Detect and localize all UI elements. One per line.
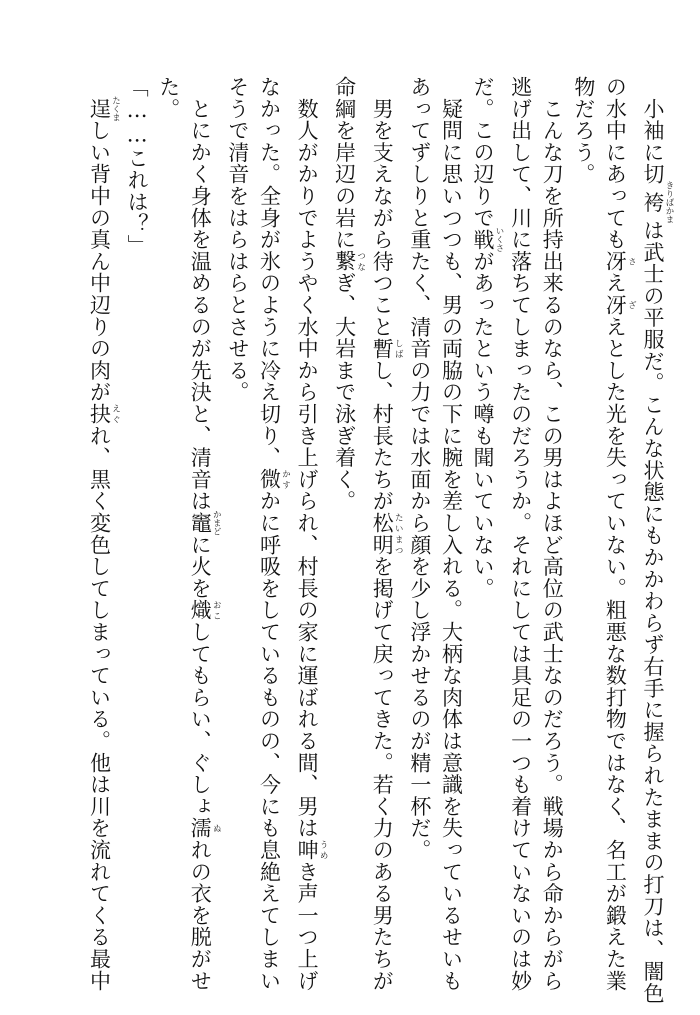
- text-run: なかった。全身が氷のように冷え切り、: [257, 76, 282, 469]
- text-column: [536, 76, 568, 992]
- text-column: [599, 76, 637, 992]
- ruby-base: 戦: [471, 226, 496, 253]
- text-column: [83, 76, 121, 992]
- text-run: 「……これは？」: [125, 76, 150, 257]
- text-column: [504, 76, 536, 992]
- text-run: れ、黒く変色してしまっている。他は川を流れてくる最中: [87, 424, 112, 992]
- ruby-reading: おこ: [211, 599, 222, 622]
- ruby-base: 冴: [603, 294, 628, 316]
- ruby-reading: しば: [393, 337, 404, 360]
- text-run: 男を支えながら待つこと: [370, 76, 395, 338]
- ruby-reading: さ: [626, 250, 637, 273]
- ruby-base: 濡: [188, 817, 213, 840]
- ruby-base: 逞: [87, 95, 112, 122]
- ruby-reading: かまど: [211, 510, 222, 536]
- text-run: があったという噂も聞いていない。: [471, 250, 496, 600]
- text-run: かに呼吸をしているものの、今にも息絶えてしまい: [257, 490, 282, 992]
- text-column: [152, 76, 184, 976]
- ruby-annotation: [188, 817, 222, 840]
- text-column: [253, 76, 291, 992]
- ruby-annotation: [87, 95, 121, 122]
- text-column: [184, 76, 222, 992]
- text-run: に火を: [188, 533, 213, 600]
- text-run: 疑問に思いつつも、男の両脇の下に腕を差し入れる。大柄な肉体は意識を失っているせいも: [439, 76, 464, 992]
- ruby-annotation: [87, 403, 121, 425]
- ruby-base: 呻: [295, 839, 320, 861]
- ruby-reading: えぐ: [110, 403, 121, 425]
- text-column: [403, 76, 435, 976]
- ruby-base: 繋: [332, 250, 357, 273]
- ruby-reading: たいまつ: [393, 512, 404, 556]
- text-run: [88, 76, 112, 98]
- text-run: 物だろう。: [571, 76, 596, 185]
- text-run: ぎ、大岩まで泳ぎ着く。: [332, 272, 357, 513]
- text-run: を掲げて戻ってきた。若く力のある男たちが: [370, 555, 395, 992]
- text-run: き声一つ上げ: [295, 860, 320, 992]
- text-column: [121, 76, 153, 976]
- ruby-reading: かす: [280, 468, 291, 491]
- text-run: し、村長たちが: [370, 359, 395, 513]
- text-run: だ。この辺りで: [471, 76, 496, 229]
- text-run: 数人がかりでようやく水中から引き上げられ、村長の家に運ばれる間、男は: [295, 76, 320, 839]
- text-column: [466, 76, 504, 976]
- ruby-reading: うめ: [318, 839, 329, 861]
- vertical-text-body: [83, 76, 674, 1005]
- ruby-annotation: [603, 250, 637, 273]
- text-column: [366, 76, 404, 992]
- ruby-annotation: [188, 510, 222, 536]
- text-column: [567, 76, 599, 976]
- ruby-base: 松明: [370, 512, 395, 556]
- ruby-reading: きりばかま: [664, 181, 674, 224]
- text-run: とにかく身体を温めるのが先決と、清音は: [188, 76, 213, 512]
- ruby-reading: たくま: [110, 95, 121, 122]
- ruby-annotation: [641, 181, 674, 224]
- ruby-reading: いくさ: [494, 226, 505, 253]
- text-run: 命綱を岸辺の岩に: [332, 76, 357, 251]
- text-column: [221, 76, 253, 976]
- text-run: の水中にあっても: [603, 76, 628, 251]
- text-run: え: [603, 272, 628, 295]
- ruby-base: 暫: [370, 337, 395, 360]
- text-run: あってずしりと重たく、清音の力では水面から顔を少し浮かせるのが精一杯だ。: [407, 76, 432, 861]
- ruby-annotation: [370, 512, 404, 556]
- text-run: れの衣を脱がせ: [188, 839, 213, 992]
- ruby-base: 微: [257, 468, 282, 491]
- text-run: 小袖に切: [641, 76, 665, 185]
- ruby-annotation: [188, 599, 222, 622]
- ruby-base: 冴: [603, 250, 628, 273]
- text-run: しい背中の真ん中辺りの肉が: [87, 119, 112, 404]
- ruby-base: 竈: [188, 510, 213, 536]
- text-run: こんな刀を所持出来るのなら、この男はよほど高位の武士なのだろう。戦場から命からがら: [540, 76, 565, 992]
- ruby-reading: つな: [355, 250, 366, 273]
- ruby-annotation: [295, 839, 329, 861]
- text-run: た。: [156, 76, 181, 120]
- text-run: 逃げ出して、川に落ちてしまったのだろうか。それにしては具足の一つも着けていないのは妙: [508, 76, 533, 992]
- ruby-reading: ぬ: [211, 817, 222, 840]
- ruby-base: 抉: [87, 403, 112, 425]
- ruby-annotation: [257, 468, 291, 491]
- ruby-annotation: [603, 294, 637, 316]
- text-column: [328, 76, 366, 976]
- ruby-reading: ざ: [626, 294, 637, 316]
- text-run: してもらい、ぐしょ: [188, 621, 213, 818]
- ruby-annotation: [370, 337, 404, 360]
- ruby-base: 袴: [641, 181, 665, 224]
- text-column: [290, 76, 329, 992]
- text-run: えとした光を失っていない。粗悪な数打物ではなく、名工が鍛えた業: [603, 315, 628, 992]
- text-column: [636, 76, 674, 1005]
- ruby-base: 熾: [188, 599, 213, 622]
- text-run: は武士の平服だ。こんな状態にもかかわらず右手に握られたままの打刀は、闇色: [641, 219, 665, 1005]
- ruby-annotation: [471, 226, 505, 253]
- text-column: [435, 76, 467, 992]
- text-run: そうで清音をはらはらとさせる。: [225, 76, 250, 403]
- ruby-annotation: [332, 250, 366, 273]
